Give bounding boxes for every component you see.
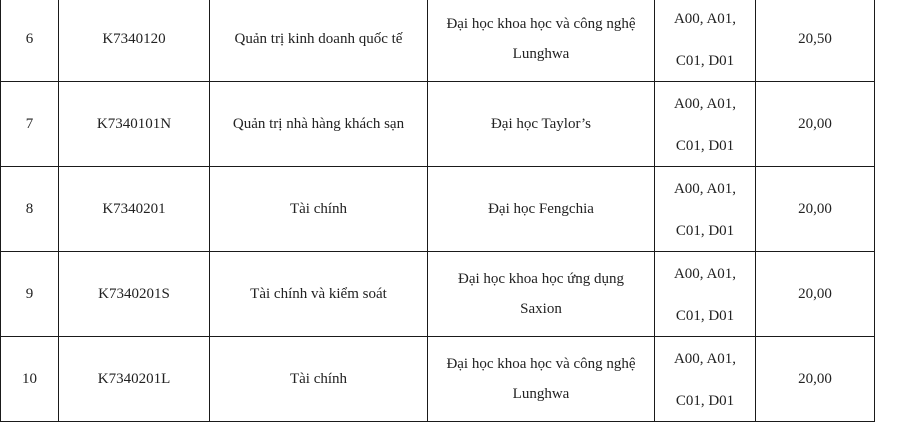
row-number-cell: 7	[1, 82, 59, 167]
program-code-cell: K7340120	[59, 0, 210, 82]
major-name-cell: Tài chính	[210, 337, 428, 422]
subject-combination-line1: A00, A01,	[673, 266, 737, 282]
subject-combination-line1: A00, A01,	[673, 181, 737, 197]
row-number-cell: 10	[1, 337, 59, 422]
partner-university-cell	[428, 0, 655, 82]
subject-combination-line1: A00, A01,	[673, 96, 737, 112]
program-code-cell: K7340201L	[59, 337, 210, 422]
university-name-line1: Đại học Taylor’s	[490, 116, 592, 132]
university-name-line1: Đại học khoa học ứng dụng	[457, 271, 624, 287]
subject-combination-line1: A00, A01,	[673, 351, 737, 367]
university-name-line1: Đại học khoa học và công nghệ	[446, 356, 636, 372]
table-row	[1, 167, 875, 252]
university-name-line2: Lunghwa	[512, 46, 570, 62]
table-row	[1, 252, 875, 337]
partner-university-cell	[428, 252, 655, 337]
cutoff-score-cell: 20,00	[756, 82, 875, 167]
subject-combination-cell	[655, 337, 756, 422]
program-code-cell: K7340201	[59, 167, 210, 252]
subject-combination-line2: C01, D01	[675, 308, 735, 324]
program-code-cell: K7340101N	[59, 82, 210, 167]
subject-combination-cell	[655, 82, 756, 167]
subject-combination-line2: C01, D01	[675, 393, 735, 409]
subject-combination-cell	[655, 252, 756, 337]
table-row	[1, 0, 875, 82]
major-name-cell: Quản trị kinh doanh quốc tế	[210, 0, 428, 82]
table-row	[1, 82, 875, 167]
program-code-cell: K7340201S	[59, 252, 210, 337]
university-name-line1: Đại học khoa học và công nghệ	[446, 16, 636, 32]
university-name-line2: Lunghwa	[512, 386, 570, 402]
subject-combination-cell	[655, 167, 756, 252]
partner-university-cell	[428, 167, 655, 252]
subject-combination-line1: A00, A01,	[673, 11, 737, 27]
row-number-cell: 8	[1, 167, 59, 252]
partner-university-cell	[428, 337, 655, 422]
major-name-cell: Quản trị nhà hàng khách sạn	[210, 82, 428, 167]
university-name-line1: Đại học Fengchia	[488, 201, 594, 217]
subject-combination-line2: C01, D01	[675, 138, 735, 154]
subject-combination-cell	[655, 0, 756, 82]
partner-university-cell	[428, 82, 655, 167]
cutoff-score-cell: 20,00	[756, 337, 875, 422]
subject-combination-line2: C01, D01	[675, 53, 735, 69]
cutoff-score-cell: 20,00	[756, 167, 875, 252]
table-row	[1, 337, 875, 422]
major-name-cell: Tài chính	[210, 167, 428, 252]
row-number-cell: 6	[1, 0, 59, 82]
row-number-cell: 9	[1, 252, 59, 337]
subject-combination-line2: C01, D01	[675, 223, 735, 239]
cutoff-score-cell: 20,00	[756, 252, 875, 337]
major-name-cell: Tài chính và kiểm soát	[210, 252, 428, 337]
university-name-line2: Saxion	[520, 301, 562, 317]
cutoff-score-cell: 20,50	[756, 0, 875, 82]
